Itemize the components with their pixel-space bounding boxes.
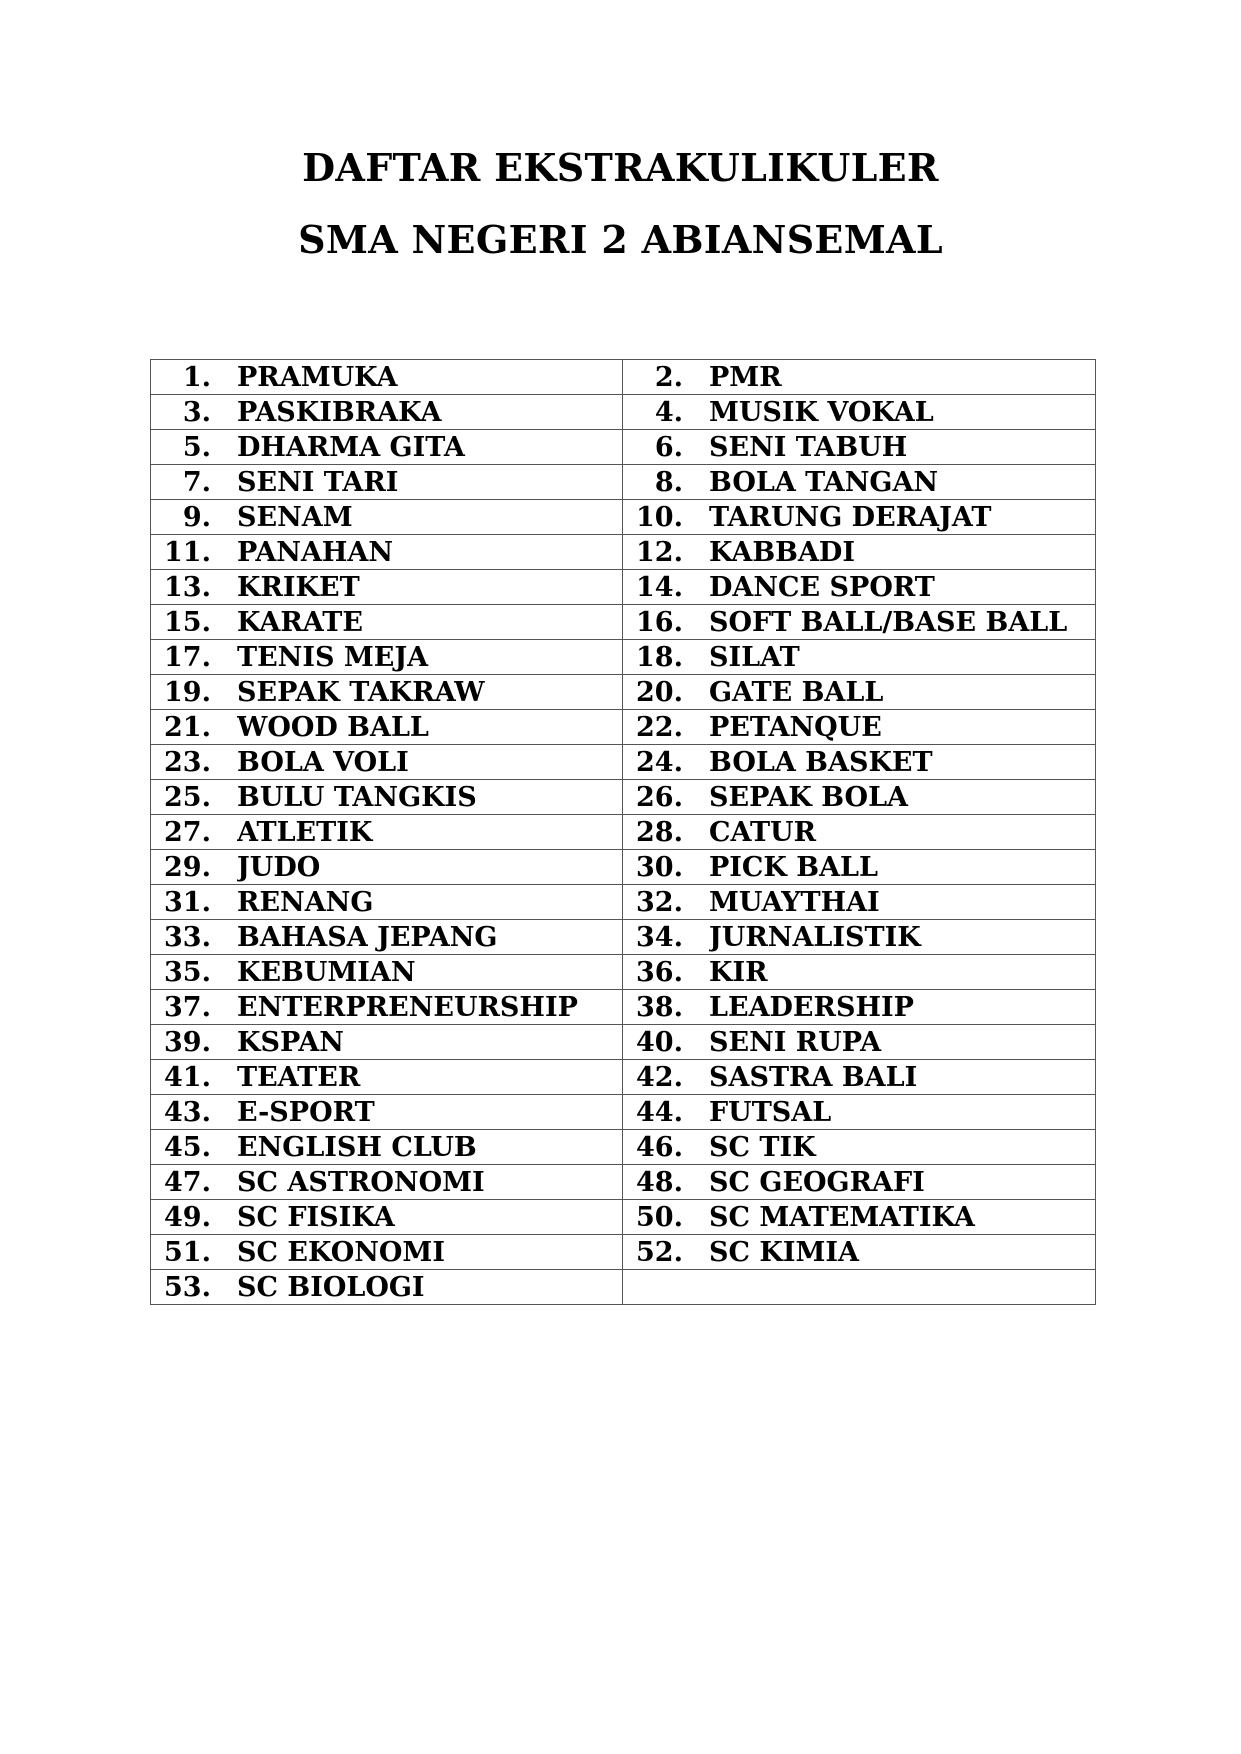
item-name: SEPAK BOLA <box>709 781 909 813</box>
item-name: SC TIK <box>709 1131 816 1163</box>
item-number: 8. <box>654 466 683 498</box>
table-cell <box>623 640 1096 675</box>
table-cell <box>151 1095 623 1130</box>
item-name: JURNALISTIK <box>709 921 921 953</box>
table-body <box>151 360 1096 1305</box>
item-name: ENTERPRENEURSHIP <box>237 991 578 1023</box>
table-cell <box>623 885 1096 920</box>
item-number: 5. <box>182 431 211 463</box>
item-name: LEADERSHIP <box>709 991 914 1023</box>
item-number: 45. <box>164 1131 211 1163</box>
item-name: SC KIMIA <box>709 1236 859 1268</box>
item-name: SENI TABUH <box>709 431 908 463</box>
table-row <box>151 1200 1096 1235</box>
item-number: 41. <box>164 1061 211 1093</box>
item-name: KEBUMIAN <box>237 956 416 988</box>
item-name: JUDO <box>237 851 321 883</box>
table-cell <box>623 430 1096 465</box>
table-row <box>151 395 1096 430</box>
table-cell <box>623 955 1096 990</box>
item-number: 40. <box>636 1026 683 1058</box>
table-cell <box>623 1270 1096 1305</box>
item-number: 50. <box>636 1201 683 1233</box>
table-row <box>151 500 1096 535</box>
table-cell <box>623 1025 1096 1060</box>
document-title <box>0 145 1241 262</box>
table-cell <box>151 710 623 745</box>
list-item <box>623 990 1095 1024</box>
item-number: 2. <box>654 361 683 393</box>
item-name: BOLA TANGAN <box>709 466 939 498</box>
list-item <box>151 815 622 849</box>
item-number: 39. <box>164 1026 211 1058</box>
list-item <box>623 745 1095 779</box>
item-number: 11. <box>164 536 211 568</box>
list-item <box>151 990 622 1024</box>
item-name: SENI TARI <box>237 466 399 498</box>
item-name: SC BIOLOGI <box>237 1271 425 1303</box>
item-name: BOLA BASKET <box>709 746 933 778</box>
item-name: TARUNG DERAJAT <box>709 501 992 533</box>
item-name: PETANQUE <box>709 711 882 743</box>
table-row <box>151 1025 1096 1060</box>
item-name: SC FISIKA <box>237 1201 395 1233</box>
item-name: SC MATEMATIKA <box>709 1201 975 1233</box>
table-cell <box>151 1200 623 1235</box>
title-line-1: DAFTAR EKSTRAKULIKULER <box>302 145 939 190</box>
table-cell <box>623 500 1096 535</box>
item-number: 24. <box>636 746 683 778</box>
table-row <box>151 570 1096 605</box>
table-cell <box>623 535 1096 570</box>
item-name: BOLA VOLI <box>237 746 409 778</box>
list-item <box>151 395 622 429</box>
item-name: TEATER <box>237 1061 361 1093</box>
item-name: TENIS MEJA <box>237 641 429 673</box>
list-item <box>623 430 1095 464</box>
table-cell <box>623 1200 1096 1235</box>
item-name: RENANG <box>237 886 374 918</box>
item-number: 33. <box>164 921 211 953</box>
item-number: 13. <box>164 571 211 603</box>
item-number: 12. <box>636 536 683 568</box>
table-row <box>151 920 1096 955</box>
item-number: 23. <box>164 746 211 778</box>
item-name: KSPAN <box>237 1026 344 1058</box>
table-row <box>151 605 1096 640</box>
item-name: SENAM <box>237 501 353 533</box>
list-item <box>623 500 1095 534</box>
list-item <box>623 710 1095 744</box>
list-item <box>151 500 622 534</box>
list-item <box>151 570 622 604</box>
item-name: CATUR <box>709 816 817 848</box>
title-line-2: SMA NEGERI 2 ABIANSEMAL <box>298 217 943 262</box>
table-cell <box>151 745 623 780</box>
item-number: 28. <box>636 816 683 848</box>
table-row <box>151 1235 1096 1270</box>
table-cell <box>151 500 623 535</box>
table-row <box>151 710 1096 745</box>
item-name: PASKIBRAKA <box>237 396 442 428</box>
item-name: PMR <box>709 361 782 393</box>
list-item <box>623 885 1095 919</box>
item-number: 44. <box>636 1096 683 1128</box>
list-item <box>623 1165 1095 1199</box>
item-number: 25. <box>164 781 211 813</box>
table-cell <box>623 1165 1096 1200</box>
table-cell <box>623 990 1096 1025</box>
list-item <box>623 1025 1095 1059</box>
table-cell <box>151 675 623 710</box>
table-row <box>151 360 1096 395</box>
table-cell <box>623 465 1096 500</box>
item-number: 34. <box>636 921 683 953</box>
table-cell <box>623 605 1096 640</box>
table-cell <box>623 780 1096 815</box>
table-cell <box>623 570 1096 605</box>
list-item <box>623 1060 1095 1094</box>
item-number: 37. <box>164 991 211 1023</box>
item-number: 4. <box>654 396 683 428</box>
item-name: MUSIK VOKAL <box>709 396 934 428</box>
item-number: 10. <box>636 501 683 533</box>
table-row <box>151 885 1096 920</box>
table-cell <box>623 710 1096 745</box>
item-number: 46. <box>636 1131 683 1163</box>
item-name: KRIKET <box>237 571 360 603</box>
item-name: PICK BALL <box>709 851 879 883</box>
item-number: 49. <box>164 1201 211 1233</box>
list-item <box>623 955 1095 989</box>
list-item <box>623 815 1095 849</box>
item-number: 31. <box>164 886 211 918</box>
item-number: 3. <box>182 396 211 428</box>
table-cell <box>151 395 623 430</box>
table-cell <box>151 1235 623 1270</box>
item-number: 38. <box>636 991 683 1023</box>
list-item <box>623 850 1095 884</box>
item-number: 1. <box>182 361 211 393</box>
table-cell <box>623 675 1096 710</box>
item-number: 42. <box>636 1061 683 1093</box>
table-cell <box>151 570 623 605</box>
item-number: 21. <box>164 711 211 743</box>
table-cell <box>623 1095 1096 1130</box>
list-item <box>623 535 1095 569</box>
list-item <box>151 920 622 954</box>
item-number: 35. <box>164 956 211 988</box>
table-cell <box>623 815 1096 850</box>
item-name: SEPAK TAKRAW <box>237 676 485 708</box>
item-name: SC ASTRONOMI <box>237 1166 485 1198</box>
table-cell <box>623 395 1096 430</box>
item-name: MUAYTHAI <box>709 886 880 918</box>
list-item <box>151 640 622 674</box>
table-cell <box>623 360 1096 395</box>
table-row <box>151 465 1096 500</box>
table-row <box>151 1165 1096 1200</box>
list-item <box>151 710 622 744</box>
list-item <box>151 850 622 884</box>
item-name: DHARMA GITA <box>237 431 465 463</box>
item-number: 47. <box>164 1166 211 1198</box>
table-cell <box>623 850 1096 885</box>
item-name: SC GEOGRAFI <box>709 1166 925 1198</box>
item-name: BAHASA JEPANG <box>237 921 498 953</box>
item-number: 29. <box>164 851 211 883</box>
table-cell <box>623 1060 1096 1095</box>
table-cell <box>151 360 623 395</box>
table-cell <box>151 1165 623 1200</box>
list-item <box>151 1060 622 1094</box>
list-item <box>151 1025 622 1059</box>
item-name: ATLETIK <box>237 816 373 848</box>
item-name: E-SPORT <box>237 1096 375 1128</box>
item-number: 51. <box>164 1236 211 1268</box>
item-name: SC EKONOMI <box>237 1236 445 1268</box>
item-number: 52. <box>636 1236 683 1268</box>
item-name: SENI RUPA <box>709 1026 882 1058</box>
item-name: KABBADI <box>709 536 855 568</box>
table-row <box>151 430 1096 465</box>
item-name: SILAT <box>709 641 800 673</box>
list-item <box>623 1235 1095 1269</box>
list-item <box>623 1130 1095 1164</box>
item-number: 48. <box>636 1166 683 1198</box>
table-row <box>151 1060 1096 1095</box>
item-number: 22. <box>636 711 683 743</box>
list-item <box>151 780 622 814</box>
table-cell <box>151 885 623 920</box>
table-row <box>151 1270 1096 1305</box>
table-row <box>151 640 1096 675</box>
list-item <box>623 920 1095 954</box>
item-number: 16. <box>636 606 683 638</box>
extracurricular-table <box>150 359 1096 1305</box>
table-row <box>151 780 1096 815</box>
list-item <box>623 1270 1095 1304</box>
table-cell <box>151 605 623 640</box>
list-item <box>623 395 1095 429</box>
list-item <box>623 780 1095 814</box>
table-cell <box>151 1025 623 1060</box>
item-number: 17. <box>164 641 211 673</box>
list-item <box>623 675 1095 709</box>
table-row <box>151 815 1096 850</box>
table-cell <box>151 780 623 815</box>
table-cell <box>151 1130 623 1165</box>
item-name: PRAMUKA <box>237 361 398 393</box>
list-item <box>623 465 1095 499</box>
item-number: 26. <box>636 781 683 813</box>
table-cell <box>623 920 1096 955</box>
item-number: 36. <box>636 956 683 988</box>
list-item <box>151 955 622 989</box>
item-number: 15. <box>164 606 211 638</box>
list-item <box>623 1095 1095 1129</box>
table-row <box>151 675 1096 710</box>
item-number: 27. <box>164 816 211 848</box>
item-name: PANAHAN <box>237 536 394 568</box>
item-name: SOFT BALL/BASE BALL <box>709 606 1068 638</box>
item-number: 20. <box>636 676 683 708</box>
table-row <box>151 745 1096 780</box>
item-number: 30. <box>636 851 683 883</box>
item-number: 18. <box>636 641 683 673</box>
item-name: KIR <box>709 956 768 988</box>
table-cell <box>151 535 623 570</box>
item-name: BULU TANGKIS <box>237 781 477 813</box>
table-row <box>151 1095 1096 1130</box>
table-row <box>151 535 1096 570</box>
table-cell <box>151 850 623 885</box>
item-number: 7. <box>182 466 211 498</box>
list-item <box>151 1235 622 1269</box>
table-row <box>151 1130 1096 1165</box>
list-item <box>623 570 1095 604</box>
table-cell <box>151 1270 623 1305</box>
list-item <box>151 1165 622 1199</box>
item-name: GATE BALL <box>709 676 884 708</box>
list-item <box>151 465 622 499</box>
item-name: FUTSAL <box>709 1096 832 1128</box>
table-cell <box>151 920 623 955</box>
item-number: 9. <box>182 501 211 533</box>
list-item <box>151 605 622 639</box>
table-cell <box>623 1235 1096 1270</box>
list-item <box>151 1200 622 1234</box>
item-name: WOOD BALL <box>237 711 429 743</box>
table-cell <box>151 955 623 990</box>
table-cell <box>623 1130 1096 1165</box>
item-name: KARATE <box>237 606 363 638</box>
list-item <box>151 430 622 464</box>
table-row <box>151 955 1096 990</box>
item-number: 19. <box>164 676 211 708</box>
item-number: 32. <box>636 886 683 918</box>
list-item <box>151 675 622 709</box>
list-item <box>623 605 1095 639</box>
table-row <box>151 850 1096 885</box>
table-cell <box>623 745 1096 780</box>
item-number: 53. <box>164 1271 211 1303</box>
list-item <box>151 1130 622 1164</box>
table-cell <box>151 1060 623 1095</box>
item-number: 6. <box>654 431 683 463</box>
list-item <box>623 640 1095 674</box>
list-item <box>623 1200 1095 1234</box>
item-name: DANCE SPORT <box>709 571 935 603</box>
table-cell <box>151 990 623 1025</box>
item-number: 14. <box>636 571 683 603</box>
list-item <box>623 360 1095 394</box>
table-row <box>151 990 1096 1025</box>
list-item <box>151 360 622 394</box>
list-item <box>151 1270 622 1304</box>
table-cell <box>151 815 623 850</box>
table-cell <box>151 640 623 675</box>
list-item <box>151 1095 622 1129</box>
list-item <box>151 885 622 919</box>
item-number: 43. <box>164 1096 211 1128</box>
list-item <box>151 535 622 569</box>
list-item <box>151 745 622 779</box>
table-cell <box>151 465 623 500</box>
table-cell <box>151 430 623 465</box>
item-name: ENGLISH CLUB <box>237 1131 477 1163</box>
item-name: SASTRA BALI <box>709 1061 918 1093</box>
